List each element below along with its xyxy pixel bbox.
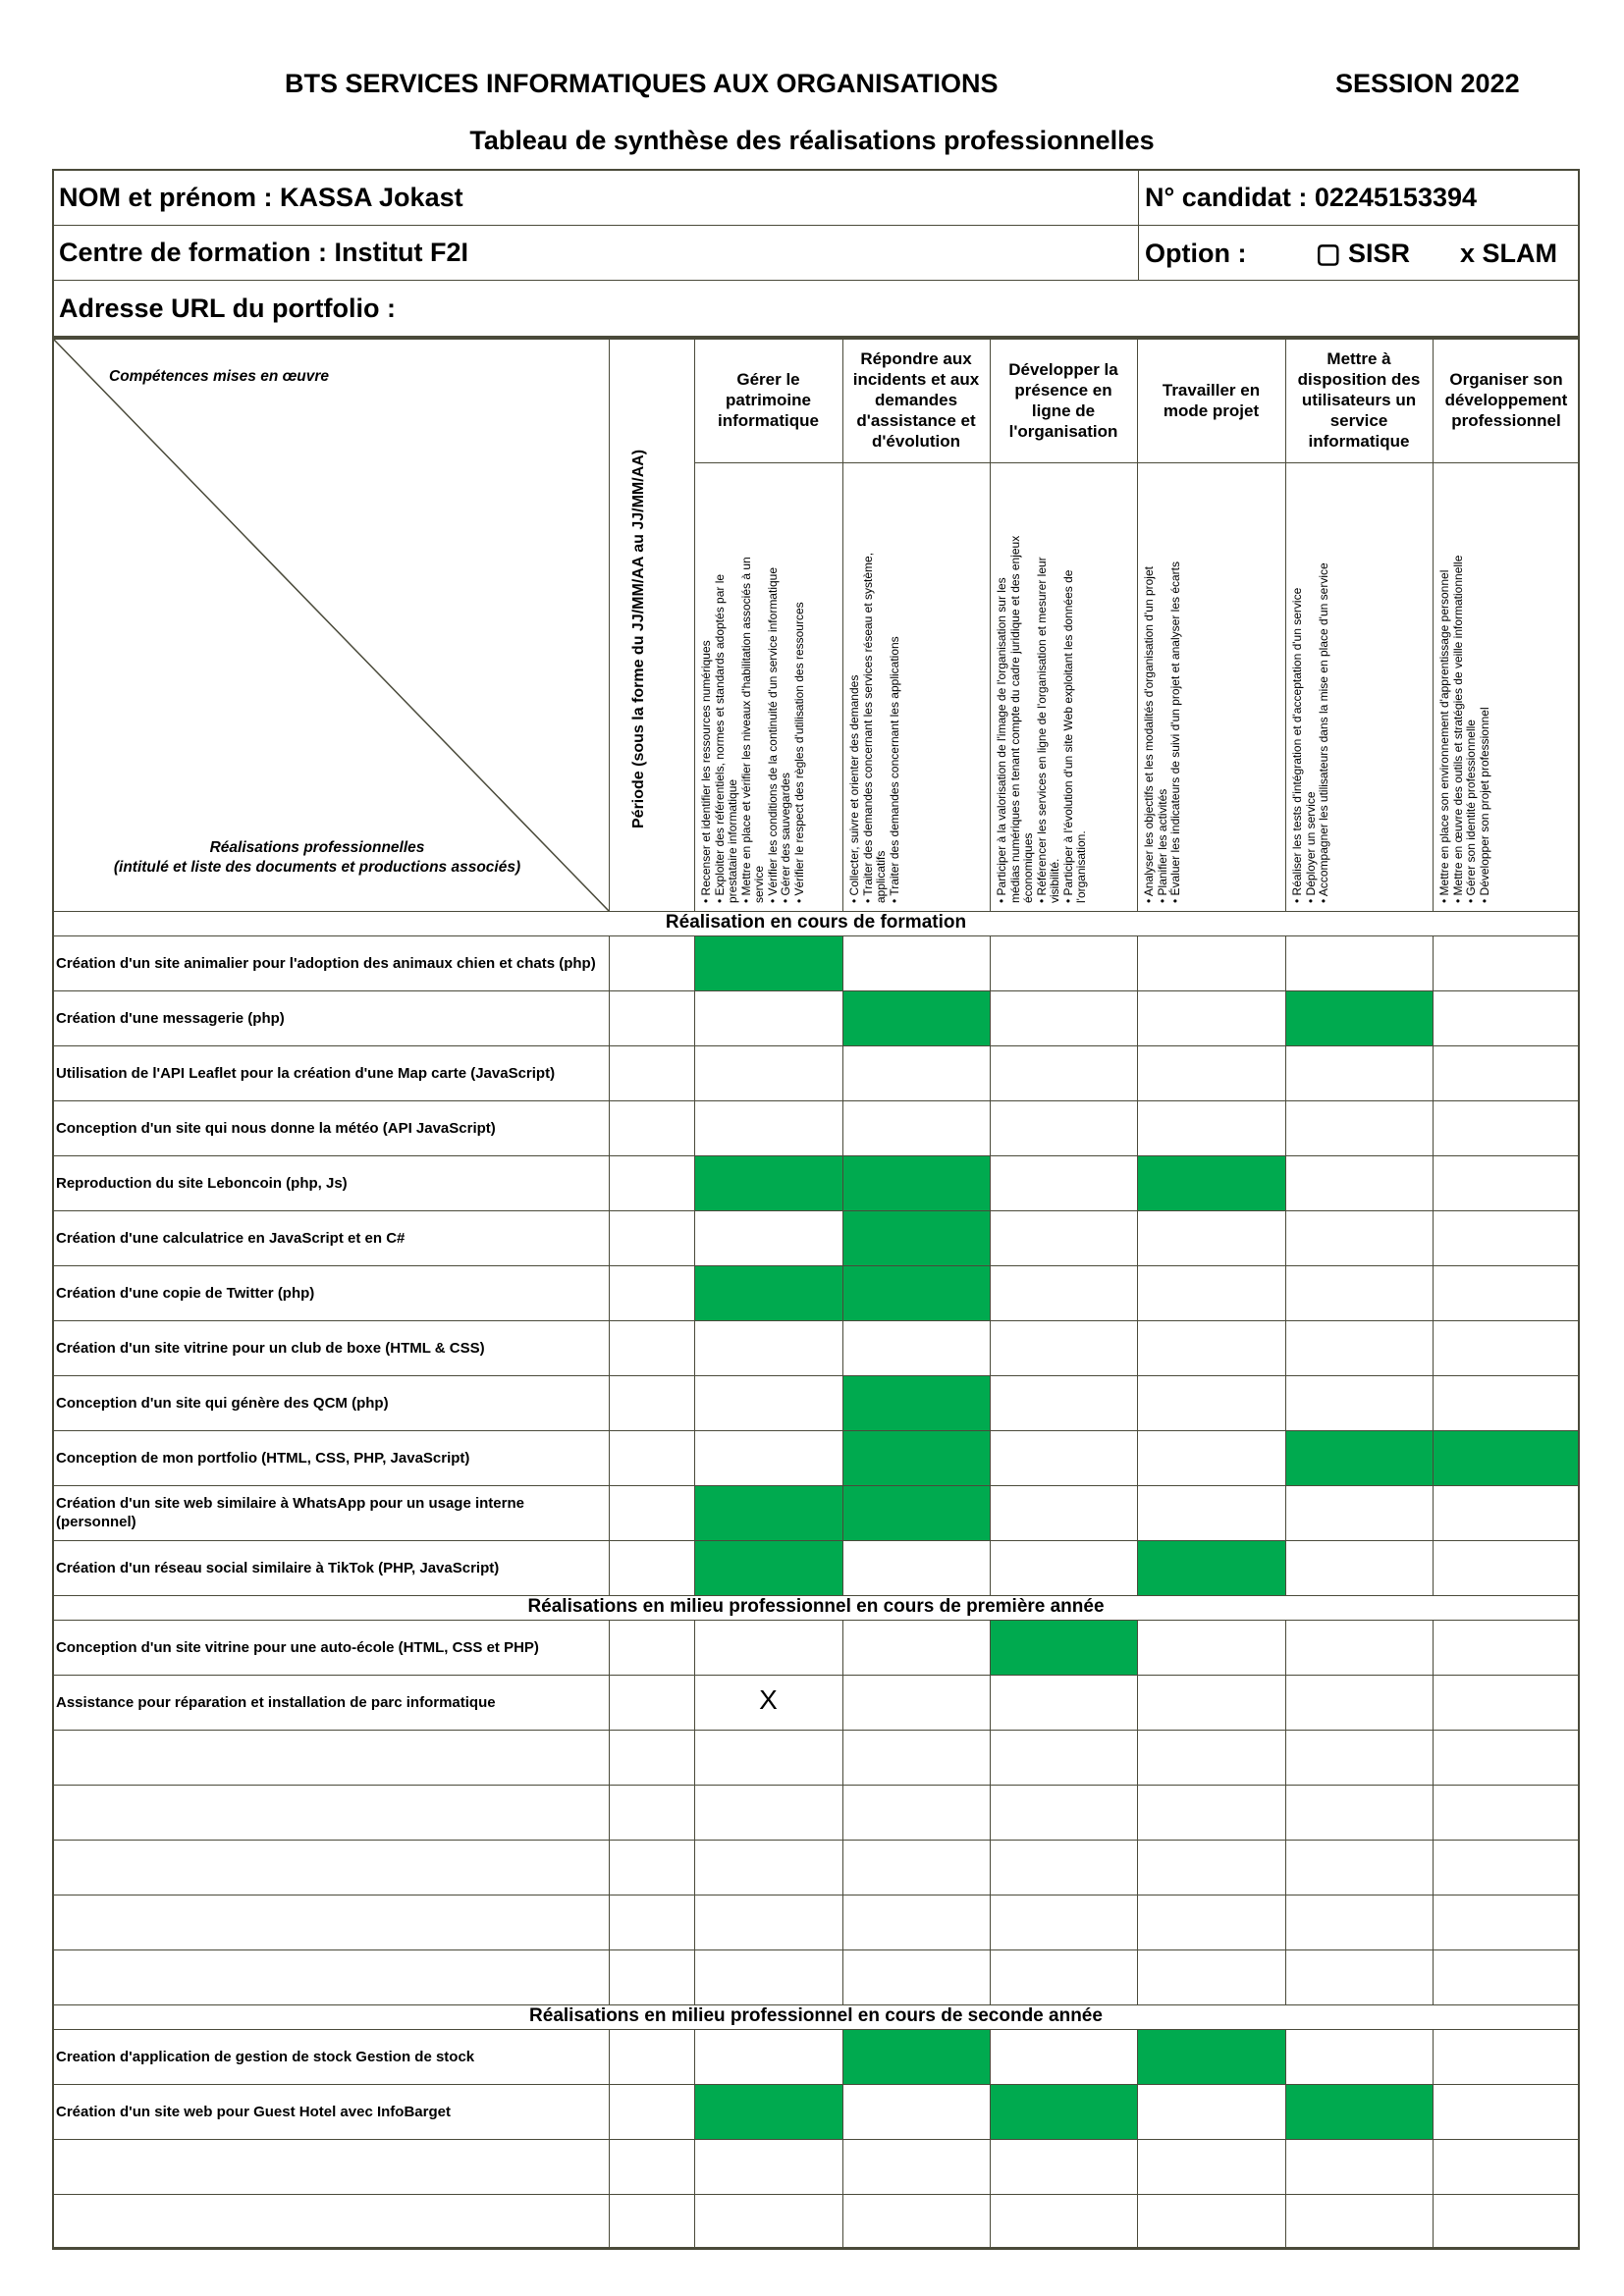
competences-label: Compétences mises en œuvre	[109, 368, 329, 385]
competence-title-3: Développer la présence en ligne de l'organisation	[1008, 359, 1118, 441]
periode-label: Période (sous la forme du JJ/MM/AA au JJ/MM/AA)	[630, 449, 647, 828]
realisation-label: Reproduction du site Leboncoin (php, Js)	[56, 1174, 348, 1192]
competence-items-1: • Recenser et identifier les ressources numériques • Exploiter des référentiels, normes et standards adoptés par le prestataire informatique • Mettre en place et vérifier les niveaux d'habilitation associés à un service • Vérifier les conditions de la continuité d'un service informatique • Gérer des sauvegardes • Vérifier le respect des règles d'utilisation des ressources	[699, 557, 806, 903]
portfolio-url-label: Adresse URL du portfolio :	[59, 294, 397, 323]
competence-title-2: Répondre aux incidents et aux demandes d'assistance et d'évolution	[852, 349, 980, 451]
option-slam-checkbox[interactable]: x SLAM	[1460, 239, 1558, 268]
realisation-label: Création d'un réseau social similaire à TikTok (PHP, JavaScript)	[56, 1559, 500, 1576]
competence-title-1: Gérer le patrimoine informatique	[718, 370, 819, 430]
name-value: KASSA Jokast	[280, 183, 463, 212]
competence-items-4: • Analyser les objectifs et les modalités d'organisation d'un projet • Planifier les activités • Évaluer les indicateurs de suivi d'un projet et analyser les écarts	[1142, 561, 1182, 903]
realisation-label: Creation d'application de gestion de stock Gestion de stock	[56, 2048, 475, 2065]
realisation-label: Création d'un site web similaire à WhatsApp pour un usage interne (personnel)	[56, 1495, 524, 1530]
cross-mark: X	[759, 1684, 778, 1715]
section-title: Réalisations en milieu professionnel en cours de seconde année	[529, 2005, 1103, 2026]
realisation-label: Création d'une calculatrice en JavaScript et en C#	[56, 1229, 406, 1247]
document-subtitle: Tableau de synthèse des réalisations professionnelles	[469, 126, 1155, 155]
realisation-label	[56, 1840, 603, 1895]
realisation-label: Création d'une messagerie (php)	[56, 1009, 285, 1027]
realisation-label: Création d'un site web pour Guest Hotel avec InfoBarget	[56, 2103, 451, 2120]
realisation-label: Conception de mon portfolio (HTML, CSS, PHP, JavaScript)	[56, 1449, 470, 1467]
diagonal-separator	[52, 338, 609, 911]
centre-value: Institut F2I	[334, 238, 469, 267]
centre-label: Centre de formation : Institut F2I	[59, 238, 469, 267]
realisation-label: Conception d'un site qui génère des QCM (php)	[56, 1394, 389, 1412]
realisation-label	[56, 1730, 603, 1785]
realisation-label	[56, 2194, 603, 2249]
realisation-label	[56, 1785, 603, 1840]
realisation-label: Création d'une copie de Twitter (php)	[56, 1284, 315, 1302]
competence-title-4: Travailler en mode projet	[1162, 380, 1261, 420]
realisation-label	[56, 1895, 603, 1949]
competence-items-6: • Mettre en place son environnement d'apprentissage personnel • Mettre en œuvre des outils et stratégies de veille informationnelle • Gérer son identité professionnelle • Développer son projet professionnel	[1437, 555, 1491, 903]
competence-title-6: Organiser son développement professionnel	[1444, 370, 1568, 430]
realisation-label	[56, 2139, 603, 2194]
section-title: Réalisation en cours de formation	[665, 912, 967, 933]
realisation-label	[56, 1949, 603, 2004]
competence-title-5: Mettre à disposition des utilisateurs un service informatique	[1297, 349, 1421, 451]
section-title: Réalisations en milieu professionnel en cours de première année	[527, 1596, 1105, 1617]
realisation-label: Assistance pour réparation et installation de parc informatique	[56, 1693, 496, 1711]
realisation-label: Utilisation de l'API Leaflet pour la création d'une Map carte (JavaScript)	[56, 1064, 556, 1082]
candidate-number: N° candidat : 02245153394	[1145, 183, 1478, 212]
name-label: NOM et prénom : KASSA Jokast	[59, 183, 463, 212]
competence-items-5: • Réaliser les tests d'intégration et d'acceptation d'un service • Déployer un service • Accompagner les utilisateurs dans la mise en place d'un service	[1290, 562, 1330, 903]
candidate-number-value: 02245153394	[1314, 183, 1478, 212]
realisation-label: Création d'un site animalier pour l'adoption des animaux chien et chats (php)	[56, 954, 596, 972]
session-label: SESSION 2022	[1335, 69, 1520, 98]
realisations-label: Réalisations professionnelles (intitulé et liste des documents et productions associés)	[113, 839, 521, 876]
realisation-label: Création d'un site vitrine pour un club de boxe (HTML & CSS)	[56, 1339, 485, 1357]
realisation-label: Conception d'un site vitrine pour une auto-école (HTML, CSS et PHP)	[56, 1638, 539, 1656]
competence-items-3: • Participer à la valorisation de l'image de l'organisation sur les médias numériques en tenant compte du cadre juridique et des enjeux économiques • Référencer les services en ligne de l'organisation et mesurer leur visibilité. • Participer à l'évolution d'un site Web exploitant les données de l'organisation.	[995, 535, 1088, 903]
competence-items-2: • Collecter, suivre et orienter des demandes • Traiter des demandes concernant les services réseau et système, applicatifs • Traiter des demandes concernant les applications	[847, 552, 901, 903]
document-title: BTS SERVICES INFORMATIQUES AUX ORGANISATIONS	[285, 69, 999, 98]
option-label: Option :	[1145, 239, 1247, 268]
option-sisr-checkbox[interactable]: ▢ SISR	[1316, 239, 1411, 268]
realisation-label: Conception d'un site qui nous donne la météo (API JavaScript)	[56, 1119, 496, 1137]
